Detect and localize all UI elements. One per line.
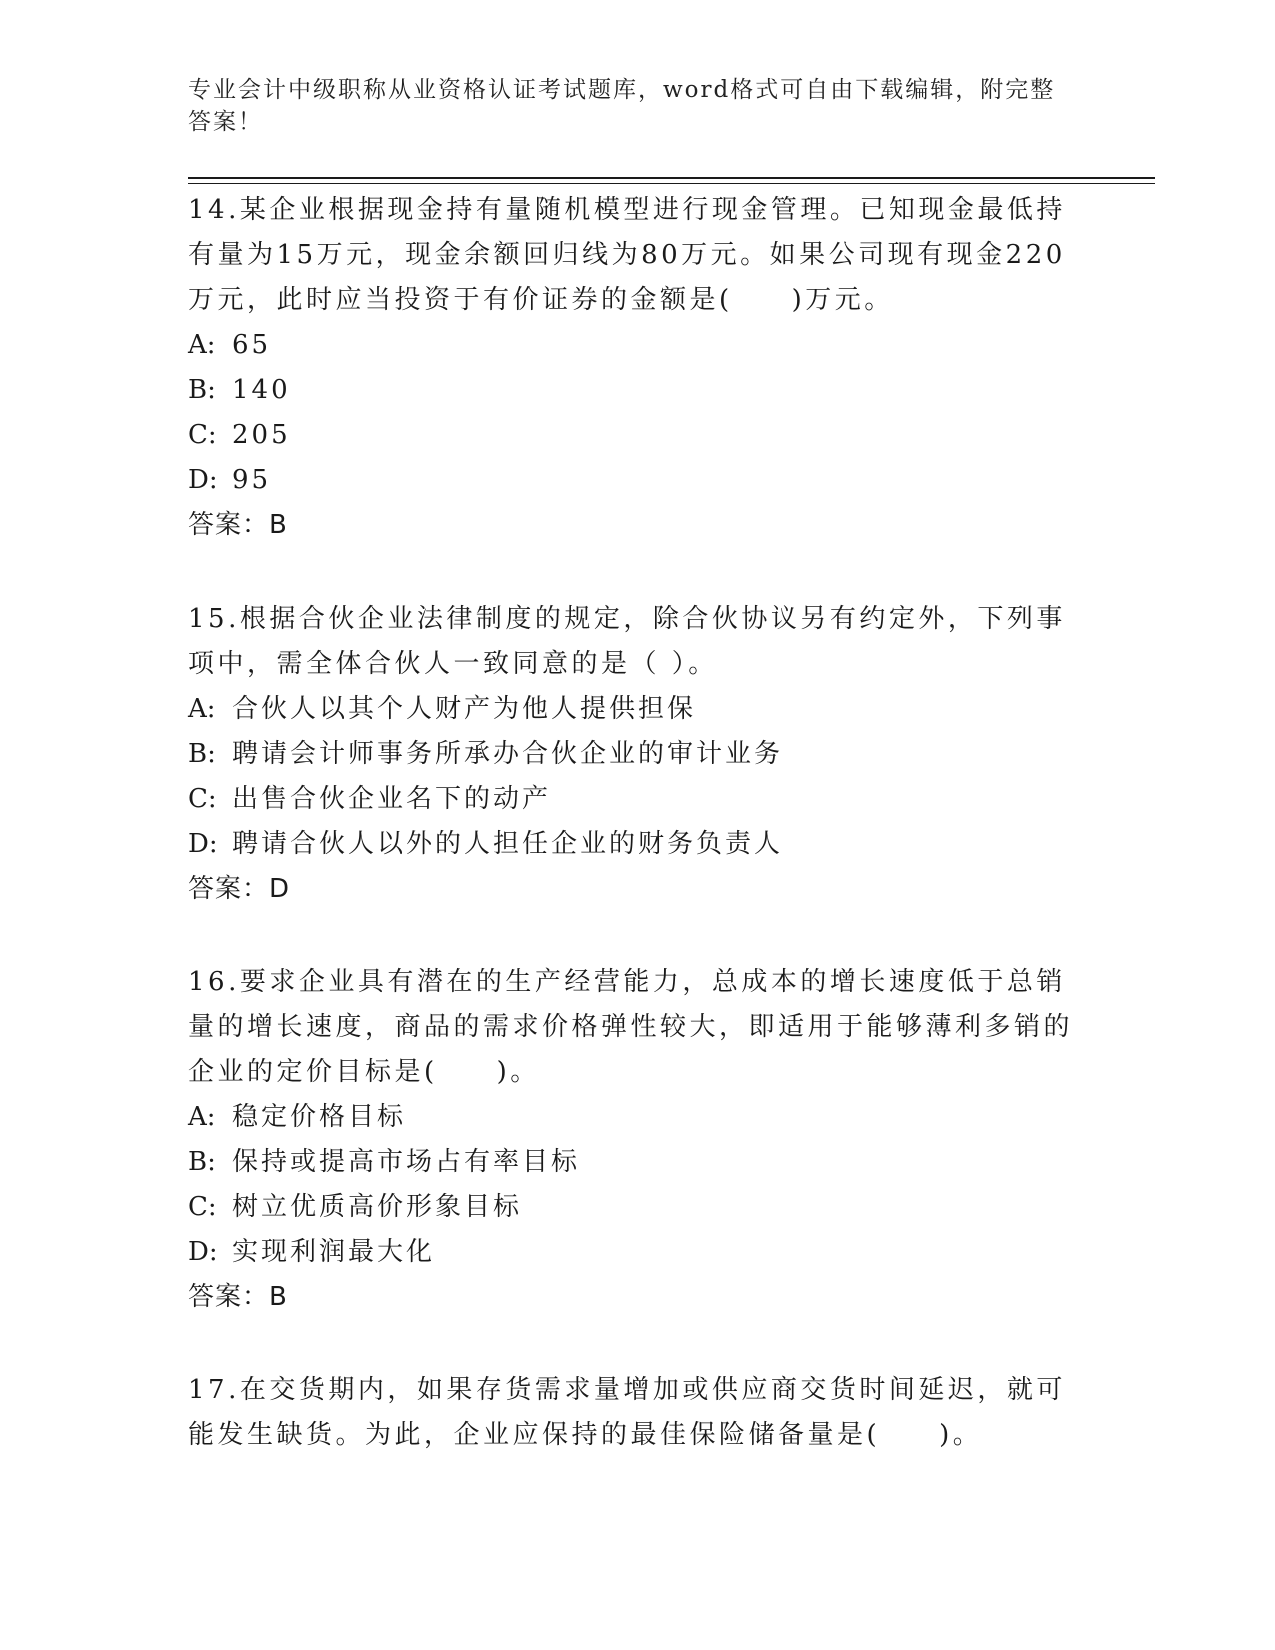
- option-text: 出售合伙企业名下的动产: [232, 784, 552, 814]
- option-d: [188, 1230, 1088, 1275]
- option-text: 聘请会计师事务所承办合伙企业的审计业务: [232, 739, 784, 769]
- option-key: C:: [188, 1192, 217, 1222]
- question-stem: 14.某企业根据现金持有量随机模型进行现金管理。已知现金最低持有量为15万元，现金余额回归线为80万元。如果公司现有现金220万元，此时应当投资于有价证券的金额是( )万元。: [188, 195, 1066, 315]
- option-text: 保持或提高市场占有率目标: [232, 1147, 581, 1177]
- option-text: 合伙人以其个人财产为他人提供担保: [232, 694, 697, 724]
- option-b: [188, 1140, 1088, 1185]
- option-key: A:: [188, 694, 216, 724]
- option-text: 聘请合伙人以外的人担任企业的财务负责人: [232, 829, 784, 859]
- option-key: D:: [188, 829, 218, 859]
- option-key: A:: [188, 330, 216, 360]
- option-b: [188, 732, 1088, 777]
- option-text: 95: [232, 465, 272, 495]
- question-17: [188, 1368, 1088, 1458]
- option-a: [188, 1095, 1088, 1140]
- option-c: [188, 777, 1088, 822]
- option-c: [188, 413, 1088, 458]
- header-divider-thin: [188, 183, 1155, 184]
- option-key: B:: [188, 1147, 216, 1177]
- question-15: [188, 597, 1088, 912]
- option-key: D:: [188, 465, 218, 495]
- question-16: [188, 960, 1088, 1320]
- option-key: D:: [188, 1237, 218, 1267]
- option-key: A:: [188, 1102, 216, 1132]
- option-b: [188, 368, 1088, 413]
- option-key: C:: [188, 420, 217, 450]
- option-key: C:: [188, 784, 217, 814]
- question-stem: 17.在交货期内，如果存货需求量增加或供应商交货时间延迟，就可能发生缺货。为此，企业应保持的最佳保险储备量是( )。: [188, 1375, 1066, 1450]
- question-stem: 15.根据合伙企业法律制度的规定，除合伙协议另有约定外，下列事项中，需全体合伙人一致同意的是（ ）。: [188, 604, 1066, 679]
- document-header: 专业会计中级职称从业资格认证考试题库，word格式可自由下载编辑，附完整答案！: [188, 77, 1056, 135]
- option-d: [188, 822, 1088, 867]
- option-c: [188, 1185, 1088, 1230]
- answer: 答案：D: [188, 874, 291, 904]
- option-a: [188, 687, 1088, 732]
- option-a: [188, 323, 1088, 368]
- option-text: 实现利润最大化: [232, 1237, 436, 1267]
- option-key: B:: [188, 375, 216, 405]
- question-14: [188, 188, 1088, 548]
- option-d: [188, 458, 1088, 503]
- option-key: B:: [188, 739, 216, 769]
- option-text: 140: [232, 375, 291, 405]
- option-text: 65: [232, 330, 272, 360]
- answer: 答案：B: [188, 1282, 288, 1312]
- option-text: 205: [232, 420, 291, 450]
- option-text: 稳定价格目标: [232, 1102, 407, 1132]
- option-text: 树立优质高价形象目标: [232, 1192, 523, 1222]
- header-divider: [188, 177, 1155, 179]
- question-stem: 16.要求企业具有潜在的生产经营能力，总成本的增长速度低于总销量的增长速度，商品的需求价格弹性较大，即适用于能够薄利多销的企业的定价目标是( )。: [188, 967, 1074, 1087]
- answer: 答案：B: [188, 510, 288, 540]
